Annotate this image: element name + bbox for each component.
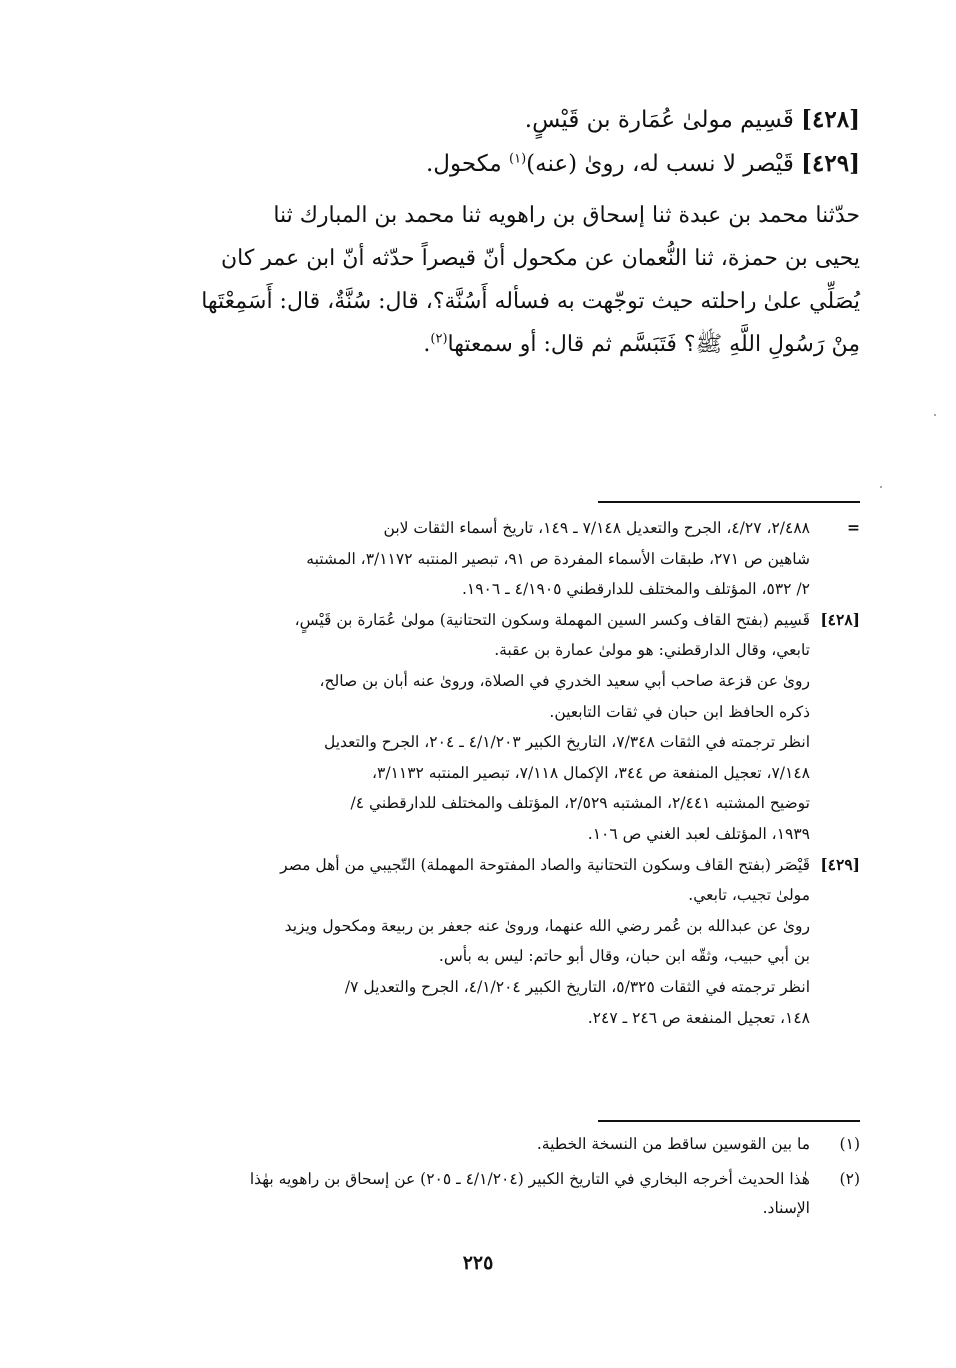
entry-text: قَسِيم مولىٰ عُمَارة بن قَيْسٍ.	[524, 107, 794, 133]
footnotes-separator	[598, 1120, 860, 1122]
note-mark: [٤٢٩]	[820, 854, 860, 874]
page-number: ٢٢٥	[462, 1252, 494, 1274]
note-line: ٢/ ٥٣٢، المؤتلف والمختلف للدارقطني ٤/١٩٠٥ ـ ١٩٠٦.	[461, 580, 810, 599]
note-body	[110, 605, 810, 850]
note-line: قَيْصَر (بفتح القاف وسكون التحتانية والصاد المفتوحة المهملة) التّجيبي من أهل مصر	[280, 855, 810, 874]
note-line: توضيح المشتبه ٢/٤٤١، المشتبه ٢/٥٢٩، المؤتلف والمختلف للدارقطني ٤/	[350, 794, 810, 813]
footnote-line: ما بين القوسين ساقط من النسخة الخطية.	[536, 1135, 810, 1153]
notes-section	[110, 513, 860, 1033]
note-line: روىٰ عن قزعة صاحب أبي سعيد الخدري في الصلاة، وروىٰ عنه أبان بن صالح،	[319, 671, 810, 690]
footnote-body	[110, 1130, 810, 1159]
note-line: انظر ترجمته في الثقات ٥/٣٢٥، التاريخ الكبير ٤/١/٢٠٤، الجرح والتعديل ٧/	[344, 977, 810, 996]
note-428	[110, 605, 860, 850]
note-line: تابعي، وقال الدارقطني: هو مولىٰ عمارة بن عقبة.	[494, 641, 810, 660]
footnote-ref: (٢)	[430, 331, 448, 347]
note-continuation	[110, 513, 860, 605]
hadith-paragraph	[100, 194, 860, 366]
note-line: ٧/١٤٨، تعجيل المنفعة ص ٣٤٤، الإكمال ٧/١١٨، تبصير المنتبه ٣/١١٣٢،	[372, 763, 810, 782]
note-line: شاهين ص ٢٧١، طبقات الأسماء المفردة ص ٩١، تبصير المنتبه ٣/١١٧٢، المشتبه	[306, 549, 810, 568]
footnote-mark: (١)	[839, 1135, 860, 1153]
note-line: روىٰ عن عبدالله بن عُمر رضي الله عنهما، وروىٰ عنه جعفر بن ربيعة ومكحول ويزيد	[284, 916, 810, 935]
note-line: ذكره الحافظ ابن حبان في ثقات التابعين.	[549, 702, 810, 721]
hadith-text-end: .	[423, 332, 431, 357]
footnote-2	[110, 1165, 860, 1223]
note-line: انظر ترجمته في الثقات ٧/٣٤٨، التاريخ الكبير ٤/١/٢٠٣ ـ ٢٠٤، الجرح والتعديل	[323, 733, 810, 752]
hadith-line: حدّثنا محمد بن عبدة ثنا إسحاق بن راهويه ثنا محمد بن المبارك ثنا	[273, 203, 860, 228]
entry-number: [٤٢٩]	[801, 150, 860, 177]
note-line: ١٩٣٩، المؤتلف لعبد الغني ص ١٠٦.	[587, 824, 810, 843]
footnote-mark: (٢)	[839, 1170, 860, 1188]
hadith-line: يُصَلِّي علىٰ راحلته حيث توجّهت به فسأله أَسُنَّة؟، قال: سُنَّةٌ، قال: أَسَمِعْتَها	[201, 289, 860, 314]
footnote-line: هٰذا الحديث أخرجه البخاري في التاريخ الكبير (٤/١/٢٠٤ ـ ٢٠٥) عن إسحاق بن راهويه بهٰذا	[249, 1170, 810, 1188]
note-line: ١٤٨، تعجيل المنفعة ص ٢٤٦ ـ ٢٤٧.	[587, 1008, 810, 1027]
note-line: قَسِيم (بفتح القاف وكسر السين المهملة وسكون التحتانية) مولىٰ عُمَارة بن قَيْسٍ،	[294, 610, 810, 629]
note-body	[110, 513, 810, 605]
note-429	[110, 850, 860, 1034]
entry-429	[100, 142, 860, 186]
entry-text-before: قَيْصر لا نسب له، روىٰ (عنه)	[526, 151, 794, 177]
note-body	[110, 850, 810, 1034]
entry-428	[100, 98, 860, 142]
note-line: ٢/٤٨٨، ٤/٢٧، الجرح والتعديل ٧/١٤٨ ـ ١٤٩، تاريخ أسماء الثقات لابن	[383, 519, 810, 537]
note-line: مولىٰ تجيب، تابعي.	[688, 886, 810, 905]
footnote-body	[110, 1165, 810, 1223]
hadith-line: يحيى بن حمزة، ثنا النُّعمان عن مكحول أنّ قيصراً حدّثه أنّ ابن عمر كان	[220, 246, 860, 271]
footnote-1	[110, 1130, 860, 1159]
notes-separator	[598, 501, 860, 503]
footnotes-section	[110, 1130, 860, 1229]
hadith-text: مِنْ رَسُولِ اللَّهِ ﷺ؟ فَتَبَسَّم ثم قال: أو سمعتها	[447, 332, 860, 357]
scan-speck	[934, 414, 936, 416]
hadith-line-last	[100, 323, 860, 366]
main-text	[100, 98, 860, 366]
footnote-line: الإسناد.	[762, 1199, 810, 1217]
note-line: بن أبي حبيب، وثقّه ابن حبان، وقال أبو حاتم: ليس به بأس.	[438, 947, 810, 966]
note-mark: =	[847, 518, 860, 537]
note-mark: [٤٢٨]	[820, 609, 860, 629]
footnote-ref: (١)	[509, 151, 527, 167]
scan-speck	[880, 486, 882, 488]
entry-text-after: مكحول.	[425, 151, 510, 177]
entry-number: [٤٢٨]	[801, 106, 860, 133]
